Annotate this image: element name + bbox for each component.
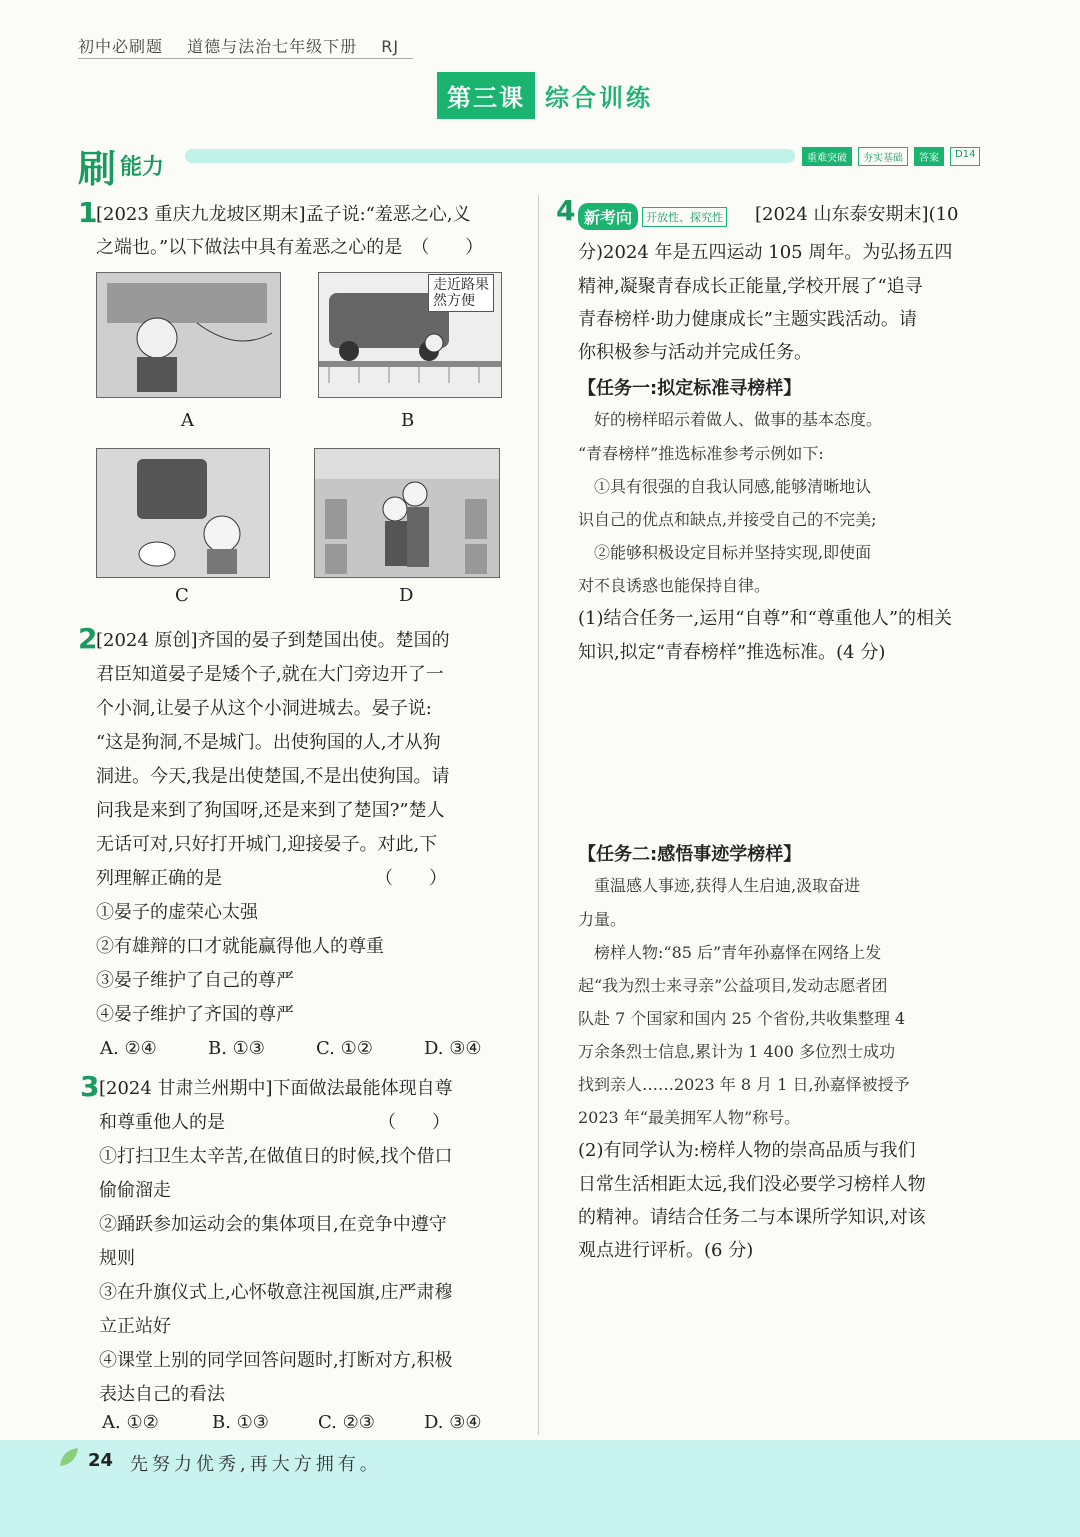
task1-text: “青春榜样”推选标准参考示例如下: [578,444,824,463]
q1-line: [2023 重庆九龙坡区期末]孟子说:“羞恶之心,义 [96,204,471,225]
q3-line: 表达自己的看法 [99,1384,225,1405]
q4-line: 分)2024 年是五四运动 105 周年。为弘扬五四 [578,242,953,263]
tag: 答案 [914,147,944,166]
tag: D14 [950,147,980,166]
footer-motto: 先努力优秀,再大方拥有。 [130,1454,382,1475]
book-subject: 道德与法治七年级下册 [187,37,358,56]
task1-text: ①具有很强的自我认同感,能够清晰地认 [578,477,872,496]
q4-sub2: 的精神。请结合任务二与本课所学知识,对该 [578,1207,926,1228]
task2-text: 万余条烈士信息,累计为 1 400 多位烈士成功 [578,1042,896,1061]
column-divider [538,195,539,1435]
cartoon-a-image [97,273,280,397]
q1-line: 之端也。”以下做法中具有羞恶之心的是 （ ） [96,237,484,258]
tag: 重难突破 [802,147,852,166]
q4-sub1: 知识,拟定“青春榜样”推选标准。(4 分) [578,642,886,663]
q3-line: ④课堂上别的同学回答问题时,打断对方,积极 [99,1350,453,1371]
q2-line: [2024 原创]齐国的晏子到楚国出使。楚国的 [96,630,450,651]
lesson-heading [437,72,653,119]
picture-label: A [181,410,194,431]
q2-choice: A. ②④ [100,1038,157,1059]
answer-area-1[interactable] [578,680,1008,830]
task2-text: 起“我为烈士来寻亲”公益项目,发动志愿者团 [578,976,888,995]
task1-text: 对不良诱惑也能保持自律。 [578,576,771,595]
q2-choice: C. ①② [316,1038,373,1059]
q4-line: 青春榜样·助力健康成长”主题实践活动。请 [578,309,917,330]
picture-label: C [175,585,189,606]
leaf-icon [58,1446,80,1468]
picture-label: D [399,585,414,606]
question-number: 3 [80,1070,100,1103]
question-number: 4 [556,194,576,227]
task2-text: 2023 年“最美拥军人物”称号。 [578,1108,801,1127]
cartoon-c [96,448,270,578]
question-number: 1 [78,196,98,229]
q3-choice: B. ①③ [212,1412,269,1433]
task2-text: 队赴 7 个国家和国内 25 个省份,共收集整理 4 [578,1009,906,1028]
q2-line: 列理解正确的是 （ ） [96,868,447,889]
cartoon-d [314,448,500,578]
q4-line: [2024 山东泰安期末](10 [755,204,959,225]
ability-label: 能力 [120,155,165,180]
q3-line: ②踊跃参加运动会的集体项目,在竞争中遵守 [99,1214,447,1235]
page-number: 24 [88,1450,114,1471]
task-two-heading: 【任务二:感悟事迹学榜样】 [578,844,802,865]
q4-line: 精神,凝聚青春成长正能量,学校开展了“追寻 [578,276,923,297]
q2-option-statement: ③晏子维护了自己的尊严 [96,970,294,991]
q2-line: 君臣知道晏子是矮个子,就在大门旁边开了一 [96,664,444,685]
task2-text: 重温感人事迹,获得人生启迪,汲取奋进 [578,876,861,895]
q3-line: ③在升旗仪式上,心怀敬意注视国旗,庄严肃穆 [99,1282,453,1303]
ability-big-char: 刷 [78,147,117,191]
task2-text: 力量。 [578,910,627,929]
question-number: 2 [78,622,98,655]
task2-text: 榜样人物:“85 后”青年孙嘉怿在网络上发 [578,943,882,962]
picture-label: B [401,410,415,431]
q3-line: [2024 甘肃兰州期中]下面做法最能体现自尊 [99,1078,453,1099]
q2-line: 问我是来到了狗国呀,还是来到了楚国?”楚人 [96,800,445,821]
q3-line: 立正站好 [99,1316,171,1337]
new-question-badge [578,203,727,230]
bubble-line: 走近路果 [433,277,489,293]
q2-option-statement: ①晏子的虚荣心太强 [96,902,258,923]
book-edition: RJ [381,37,400,56]
answer-area-2[interactable] [578,1275,1008,1425]
q2-choice: D. ③④ [424,1038,482,1059]
task1-text: 识自己的优点和缺点,并接受自己的不完美; [578,510,877,529]
lesson-badge: 第三课 [437,72,535,119]
task1-text: ②能够积极设定目标并坚持实现,即使面 [578,543,872,562]
q2-line: 洞进。今天,我是出使楚国,不是出使狗国。请 [96,766,450,787]
q4-sub1: (1)结合任务一,运用“自尊”和“尊重他人”的相关 [578,608,953,629]
task1-text: 好的榜样昭示着做人、做事的基本态度。 [578,410,883,429]
q3-line: 偷偷溜走 [99,1180,171,1201]
running-header [78,34,417,57]
q2-line: “这是狗洞,不是城门。出使狗国的人,才从狗 [96,732,441,753]
q4-sub2: 日常生活相距太远,我们没必要学习榜样人物 [578,1174,926,1195]
tag: 夯实基础 [858,147,908,166]
cartoon-d-image [315,449,499,577]
cartoon-a [96,272,281,398]
new-question-label: 新考向 [578,203,638,230]
q2-option-statement: ④晏子维护了齐国的尊严 [96,1004,294,1025]
q4-sub2: (2)有同学认为:榜样人物的崇高品质与我们 [578,1140,916,1161]
cartoon-c-image [97,449,269,577]
q3-line: 规则 [99,1248,135,1269]
task-one-heading: 【任务一:拟定标准寻榜样】 [578,378,802,399]
q3-choice: A. ①② [102,1412,159,1433]
section-ability [78,138,164,193]
q2-option-statement: ②有雄辩的口才就能赢得他人的尊重 [96,936,384,957]
q3-line: 和尊重他人的是 （ ） [99,1112,450,1133]
q3-line: ①打扫卫生太辛苦,在做值日的时候,找个借口 [99,1146,453,1167]
lesson-title: 综合训练 [545,83,653,112]
bubble-line: 然方便 [433,293,475,309]
q4-sub2: 观点进行评析。(6 分) [578,1240,754,1261]
book-series: 初中必刷题 [78,37,164,56]
q3-choice: C. ②③ [318,1412,375,1433]
speech-bubble [428,274,494,312]
decorative-band [185,149,795,163]
q3-choice: D. ③④ [424,1412,482,1433]
q2-line: 无话可对,只好打开城门,迎接晏子。对此,下 [96,834,438,855]
section-tags [802,147,980,166]
new-question-sub: 开放性、探究性 [642,207,727,227]
header-rule [78,58,413,59]
q2-choice: B. ①③ [208,1038,265,1059]
q2-line: 个小洞,让晏子从这个小洞进城去。晏子说: [96,698,432,719]
task2-text: 找到亲人……2023 年 8 月 1 日,孙嘉怿被授予 [578,1075,910,1094]
q4-line: 你积极参与活动并完成任务。 [578,342,812,363]
